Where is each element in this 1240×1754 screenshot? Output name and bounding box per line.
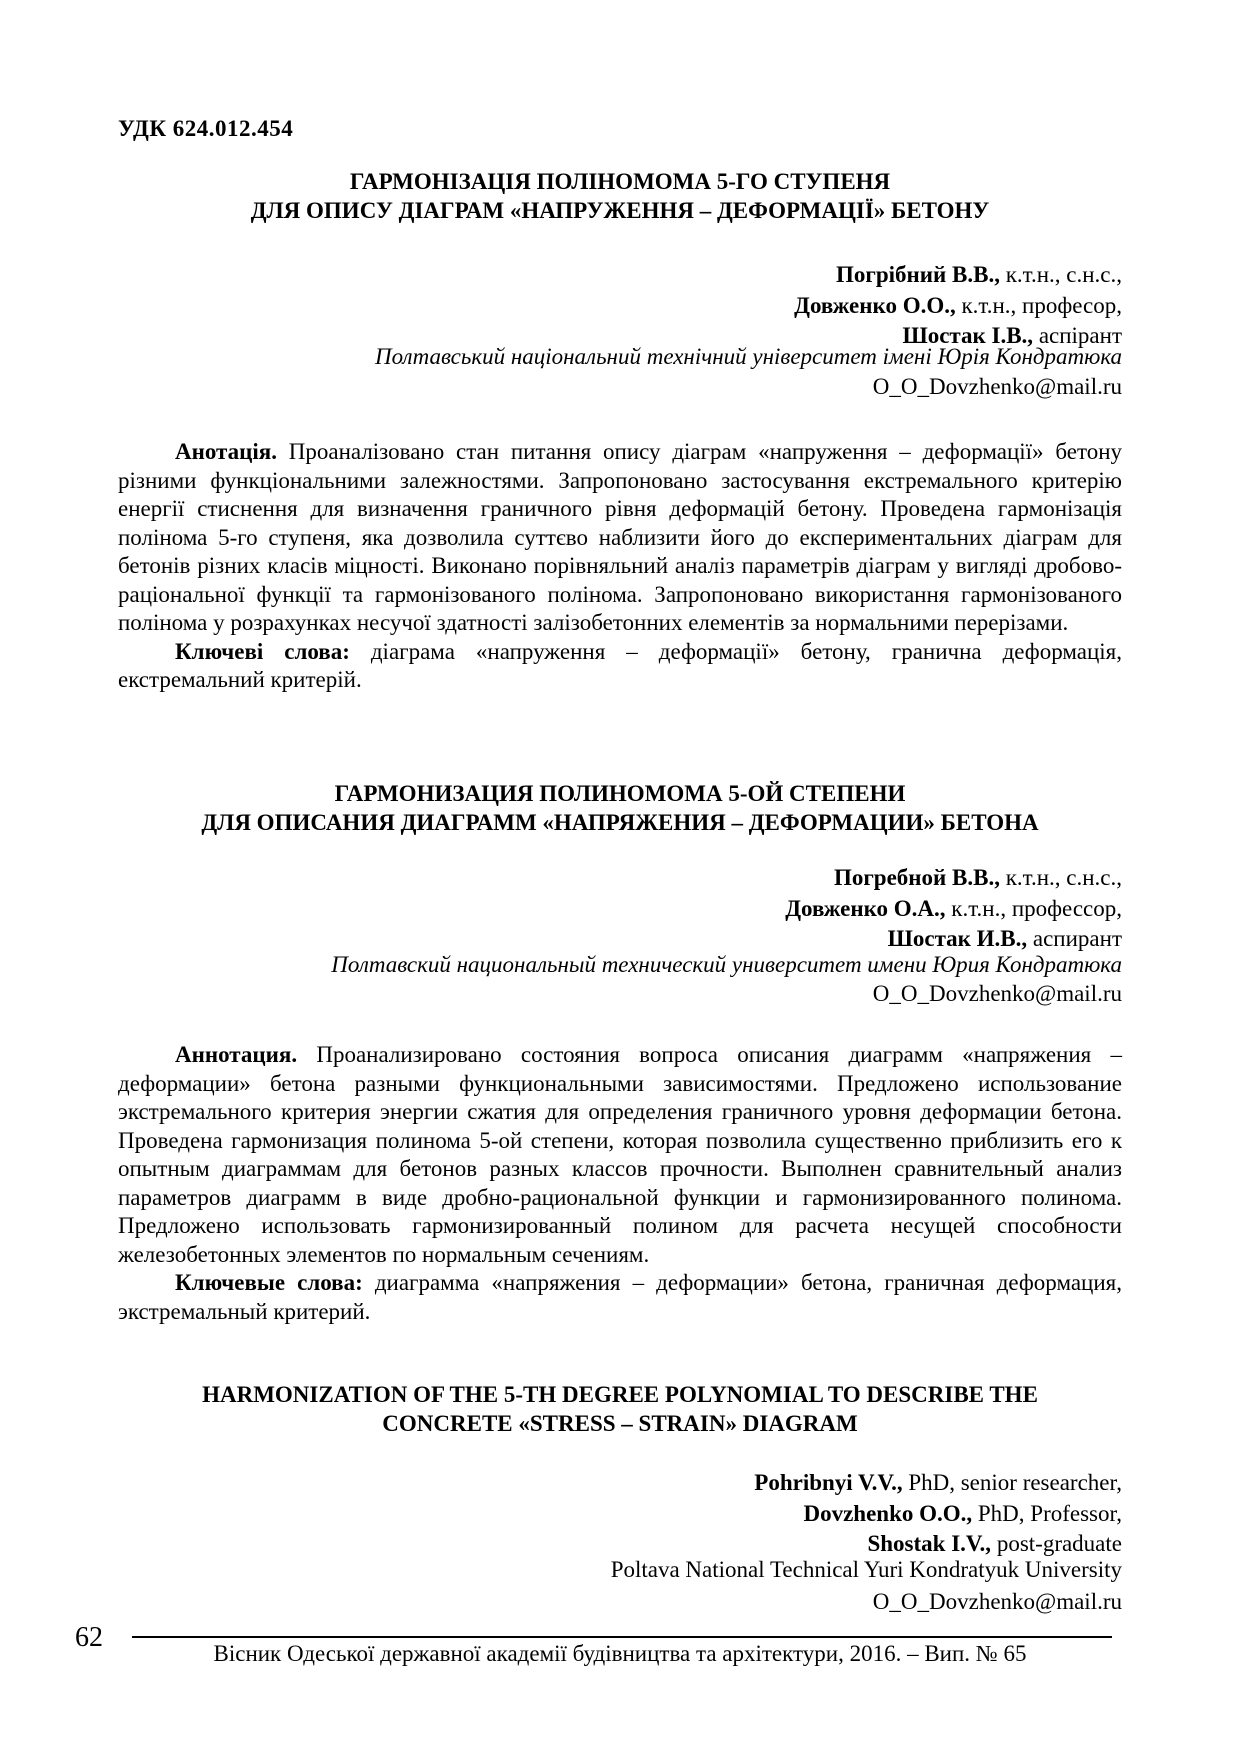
abstract-ru	[118, 1041, 1122, 1269]
title-en-line1: HARMONIZATION OF THE 5-TH DEGREE POLYNOMIAL TO DESCRIBE THE	[202, 1382, 1038, 1407]
email-en: O_O_Dovzhenko@mail.ru	[872, 1589, 1122, 1614]
author-role: к.т.н., професор,	[955, 292, 1122, 318]
keywords-ru	[118, 1269, 1122, 1326]
author-line	[118, 924, 1122, 955]
email-ua: O_O_Dovzhenko@mail.ru	[872, 374, 1122, 399]
affiliation-ua: Полтавський національний технічний університет імені Юрія Кондратюка	[375, 344, 1122, 369]
author-line	[118, 894, 1122, 925]
author-line	[118, 863, 1122, 894]
author-role: PhD, senior researcher,	[902, 1470, 1122, 1495]
author-name: Shostak I.V.,	[867, 1531, 992, 1556]
authors-en	[118, 1468, 1122, 1560]
page-number: 62	[75, 1622, 103, 1653]
affiliation-ru: Полтавский национальный технический университет имени Юрия Кондратюка	[331, 952, 1122, 977]
author-name: Шостак І.В.,	[902, 323, 1034, 348]
author-role: к.т.н., профессор,	[945, 895, 1122, 921]
author-role: аспірант	[1033, 323, 1122, 348]
author-line	[118, 1499, 1122, 1530]
title-ru	[118, 780, 1122, 837]
author-line	[118, 1529, 1122, 1560]
title-ua-line2: ДЛЯ ОПИСУ ДІАГРАМ «НАПРУЖЕННЯ – ДЕФОРМАЦІЇ» БЕТОНУ	[250, 197, 990, 223]
title-ru-line1: ГАРМОНИЗАЦИЯ ПОЛИНОМОМА 5-ОЙ СТЕПЕНИ	[334, 781, 906, 806]
keywords-text-ru: диаграмма «напряжения – деформации» бетона, граничная деформация, экстремальный критерий.	[118, 1270, 1122, 1324]
authors-ru	[118, 863, 1122, 955]
abstract-text-ua: Проаналізовано стан питання опису діаграм «напруження – деформації» бетону різними функціональними залежностями. Запропоновано застосування екстремального критерію енергії стиснення для визначення граничного рівня деформацій бетону. Проведена гармонізація полінома 5-го ступеня, яка дозволила суттєво наблизити його до експериментальних діаграм для бетонів різних класів міцності. Виконано порівняльний аналіз параметрів діаграм у вигляді дробово-раціональної функції та гармонізованого полінома. Запропоновано використання гармонізованого полінома у розрахунках несучої здатності залізобетонних елементів за нормальними перерізами.	[118, 439, 1122, 635]
title-en	[118, 1381, 1122, 1438]
abstract-label-ru: Аннотация.	[175, 1042, 298, 1067]
author-name: Pohribnyi V.V.,	[754, 1470, 903, 1495]
keywords-ua	[118, 638, 1122, 695]
abstract-label-ua: Анотація.	[175, 439, 277, 464]
abstract-ua	[118, 438, 1122, 638]
affiliation-en: Poltava National Technical Yuri Kondratyuk University	[610, 1557, 1122, 1582]
author-line	[118, 291, 1122, 322]
author-name: Погрібний В.В.,	[836, 262, 1000, 287]
author-name: Погребной В.В.,	[833, 865, 1000, 890]
author-line	[118, 1468, 1122, 1499]
author-name: Шостак И.В.,	[887, 926, 1028, 951]
abstract-block-ua	[118, 438, 1122, 695]
keywords-label-ru: Ключевые слова:	[175, 1270, 363, 1295]
keywords-label-ua: Ключеві слова:	[175, 638, 350, 664]
author-name: Довженко О.А.,	[785, 895, 946, 921]
title-en-line2: CONCRETE «STRESS – STRAIN» DIAGRAM	[382, 1410, 858, 1436]
footer-divider	[132, 1636, 1112, 1638]
author-line	[118, 260, 1122, 291]
author-name: Довженко О.О.,	[794, 292, 956, 318]
author-role: аспирант	[1027, 926, 1122, 951]
keywords-text-ua: діаграма «напруження – деформації» бетону, гранична деформація, екстремальний критерій.	[118, 638, 1122, 692]
email-ru: O_O_Dovzhenko@mail.ru	[872, 981, 1122, 1006]
title-ua	[118, 168, 1122, 225]
title-ua-line1: ГАРМОНІЗАЦІЯ ПОЛІНОМОМА 5-ГО СТУПЕНЯ	[349, 169, 891, 194]
authors-ua	[118, 260, 1122, 352]
abstract-text-ru: Проанализировано состояния вопроса описания диаграмм «напряжения – деформации» бетона разными функциональными зависимостями. Предложено использование экстремального критерия энергии сжатия для определения граничного уровня деформации бетона. Проведена гармонизация полинома 5-ой степени, которая позволила существенно приблизить его к опытным диаграммам для бетонов разных классов прочности. Выполнен сравнительный анализ параметров диаграмм в виде дробно-рациональной функции и гармонизированного полинома. Предложено использовать гармонизированный полином для расчета несущей способности железобетонных элементов по нормальным сечениям.	[118, 1042, 1122, 1267]
udc-code: УДК 624.012.454	[118, 116, 294, 141]
author-name: Dovzhenko O.O.,	[803, 1500, 973, 1526]
author-role: к.т.н., с.н.с.,	[999, 262, 1122, 287]
journal-citation: Вісник Одеської державної академії будівництва та архітектури, 2016. – Вип. № 65	[213, 1641, 1027, 1666]
abstract-block-ru	[118, 1041, 1122, 1326]
author-role: PhD, Professor,	[972, 1500, 1122, 1526]
author-role: к.т.н., с.н.с.,	[999, 865, 1122, 890]
title-ru-line2: ДЛЯ ОПИСАНИЯ ДИАГРАММ «НАПРЯЖЕНИЯ – ДЕФОРМАЦИИ» БЕТОНА	[201, 809, 1039, 835]
author-role: post-graduate	[991, 1531, 1122, 1556]
